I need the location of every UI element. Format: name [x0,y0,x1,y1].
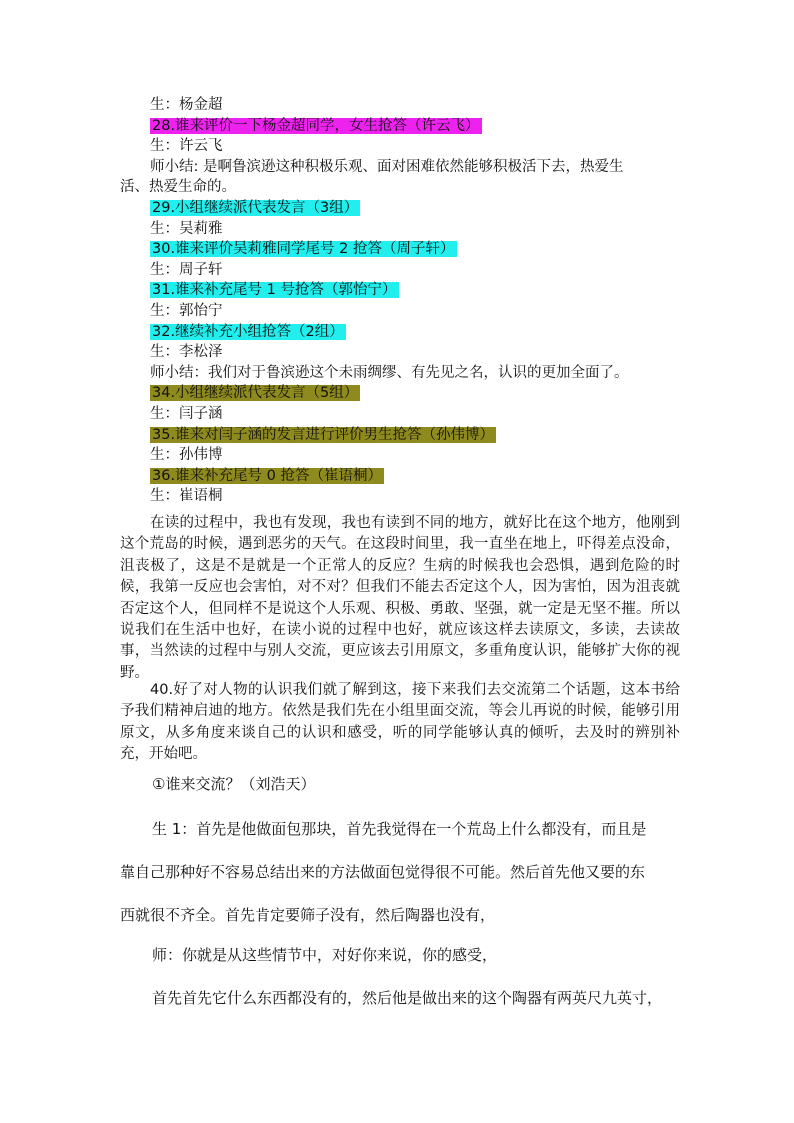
dialogue-line [150,219,223,240]
dialogue-line [150,404,223,425]
line-text: 师小结: 是啊鲁滨逊这种积极乐观、面对困难依然能够积极活下去，热爱生 [150,158,624,175]
highlighted-prompt-line [150,425,496,446]
highlighted-prompt-line [150,239,457,260]
line-text: 32.继续补充小组抢答（2组） [152,323,344,340]
dialogue-line [120,177,236,198]
dialogue-line [150,342,223,363]
dialogue-line [150,486,223,507]
line-text: 28.谁来评价一下杨金超同学，女生抢答（许云飞） [152,117,480,134]
line-text: 生：杨金超 [150,97,223,113]
line-text: 29.小组继续派代表发言（3组） [152,200,359,216]
highlighted-prompt-line [150,383,360,404]
line-text: 生：吴莉雅 [150,220,223,237]
highlighted-prompt-line [150,466,384,487]
line-text: 生：崔语桐 [150,488,223,505]
line-text: 生：孙伟博 [150,447,223,464]
line-text: 36.谁来补充尾号 0 抢答（崔语桐） [152,467,383,484]
line-text: 35.谁来对闫子涵的发言进行评价男生抢答（孙伟博） [152,426,495,443]
student-1-line-1: 生 1：首先是他做面包那块，首先我觉得在一个荒岛上什么都没有，而且是 [152,820,647,838]
dialogue-line [150,301,223,322]
line-text: 30.谁来评价吴莉雅同学尾号 2 抢答（周子轩） [152,241,455,258]
dialogue-line [150,95,223,116]
highlighted-prompt-line [150,198,360,219]
paragraph-transition: 40.好了对人物的认识我们就了解到这，接下来我们去交流第二个话题，这本书给予我们精神启迪的地方。依然是我们先在小组里面交流，等会儿再说的时候，能够引用原文，从多角度来谈自己的认识和感受，听的同学能够认真的倾听，去及时的辨别补充，开始吧。 [120,682,680,763]
highlighted-prompt-line [150,322,346,343]
line-text: 生：许云飞 [150,138,223,155]
line-text: 生：郭怡宁 [150,303,223,319]
student-1-line-2: 靠自己那种好不容易总结出来的方法做面包觉得很不可能。然后首先他又要的东 [120,863,646,881]
teacher-line-1: 师：你就是从这些情节中，对好你来说，你的感受， [152,946,498,964]
dialogue-line [150,157,624,178]
highlighted-prompt-line [150,280,399,301]
paragraph-reflection: 在读的过程中，我也有发现，我也有读到不同的地方，就好比在这个地方，他刚到这个荒岛的时候，遇到恶劣的天气。在这段时间里，我一直坐在地上，吓得差点没命，沮丧极了，这是不是就是一个正常人的反应？生病的时候我也会恐惧，遇到危险的时候，我第一反应也会害怕，对不对？但我们不能去否定这个人，因为害怕，因为沮丧就否定这个人，但同样不是说这个人乐观、积极、勇敢、坚强，就一定是无坚不摧。所以说我们在生活中也好，在读小说的过程中也好，就应该这样去读原文，多读，去读故事，当然读的过程中与别人交流，更应该去引用原文，多重角度认识，能够扩大你的视野。 [120,515,680,681]
line-text: 31.谁来补充尾号 1 号抢答（郭怡宁） [152,282,397,299]
line-text: 生：周子轩 [150,261,223,278]
teacher-line-2: 首先首先它什么东西都没有的，然后他是做出来的这个陶器有两英尺九英寸， [152,989,663,1007]
dialogue-line [150,260,223,281]
line-text: 活、热爱生命的。 [120,179,236,196]
line-text: 师小结：我们对于鲁滨逊这个未雨绸缪、有先见之名，认识的更加全面了。 [150,364,629,381]
student-1-line-3: 西就很不齐全。首先肯定要筛子没有，然后陶器也没有， [120,906,496,924]
line-text: 生：李松泽 [150,344,223,361]
dialogue-line [150,136,223,157]
line-text: 34.小组继续派代表发言（5组） [152,385,359,402]
highlighted-prompt-line [150,116,482,137]
line-text: 生：闫子涵 [150,406,223,422]
dialogue-line [150,445,223,466]
dialogue-line [150,363,629,384]
question-1: ①谁来交流？（刘浩天） [152,775,316,793]
